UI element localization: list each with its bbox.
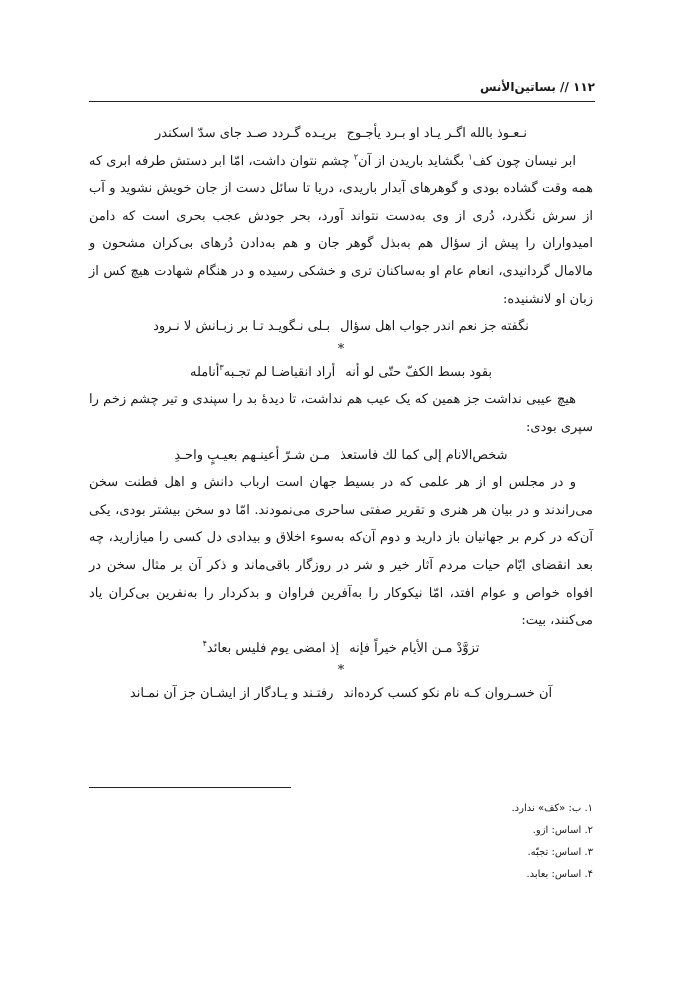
footnote-2: ۲. اساس: ازو.: [532, 825, 593, 836]
footnote-rule: [89, 787, 291, 788]
verse-6-hemistich-1: آن خسـروان کـه نام نکو کسب کرده‌اند: [343, 686, 553, 702]
verse-5: [89, 635, 593, 663]
verse-3: [89, 359, 593, 387]
verse-5-hemistich-2: إذ امضی یوم فلیس بعائد۴: [203, 635, 340, 663]
paragraph-1-part-3: چشم نتوان داشت، امّا ابر دستش طرفه ابری که همه وقت گشاده بودی و گوهرهای آبدار باریدی، دریا تا سائل دست از جان خویش نشوید و آب از سرش نگذرد، دُری از وی به‌دست نتواند آورد، بحر جودش عجب بحری است که دامن امیدواران را پیش از سؤال هم به‌بذل گوهر جان و هم به‌دادن دُرهای بی‌کران مشحون و مالامال گردانیدی، انعام عام او به‌ساکنان تری و خشکی رسیده و در هنگام شهادت هیچ کس از زبان او لانشنیده:: [89, 153, 593, 307]
verse-2-hemistich-1: نگفته جز نعم اندر جواب اهل سؤال: [340, 319, 529, 335]
footnotes: [512, 798, 594, 886]
verse-6-hemistich-2: رفتـند و یـادگار از ایشـان جز آن نمـاند: [129, 686, 334, 702]
asterisk-separator-2: *: [337, 663, 345, 679]
verse-5-hemistich-1: تزوَّدْ مـن الأیام خیراً فإنه: [349, 640, 480, 656]
verse-1-hemistich-2: بریـده گـردد صـد جای سدّ اسکندر: [155, 126, 337, 141]
verse-1: [89, 120, 593, 148]
footnote-4: ۴. اساس: بعابد.: [526, 869, 593, 880]
footnote-ref-1: ۱: [468, 152, 473, 162]
verse-4: [89, 442, 593, 470]
verse-3-hemistich-1: بقود بسط الکفّ حتّی لو أنه: [345, 364, 493, 380]
verse-4-hemistich-2: مـن شـرّ أعینـهم بعیـبٍ واحـدِ: [174, 447, 331, 463]
verse-3-hemistich-2-part-1: أراد انقباضـا لم تجـبه: [223, 364, 336, 380]
paragraph-3: و در مجلس او از هر علمی که در بسیط جهان است ارباب دانش و اهل فطنت سخن می‌راندند و در بیان هر هنری و تقریر صفتی ساحری می‌نمودند. امّا دو سخن بیشتر بودی، یکی آن‌که در کرم بر جهانیان باز دارید و دوم آن‌که به‌سوء اخلاق و بیدادی دل کسی را میازارید، چه بعد انقضای ایّام حیات مردم آثار خیر و شر در روزگار باقی‌ماند و ذکر آن بر مثال سخن در افواه خواص و عوام افتد، امّا نیکوکار را به‌آفرین فراوان و بدکردار را به‌نفرین بی‌کران یاد می‌کنند، بیت:: [89, 475, 593, 629]
verse-3-hemistich-2-part-2: أنامله: [189, 364, 220, 380]
verse-6: [89, 680, 593, 708]
verse-1-hemistich-1: نـعـوذ بالله اگـر یـاد او بـرد یأجـوج: [346, 126, 527, 141]
running-header: ۱۱۲ // بساتین‌الأنس: [479, 80, 595, 94]
paragraph-1-part-1: ابر نیسان چون کف: [472, 153, 576, 169]
verse-2-hemistich-2: بـلی نـگویـد تـا بر زبـانش لا نـرود: [153, 319, 331, 335]
footnote-3: ۳. اساس: تجبّه.: [527, 847, 593, 858]
asterisk-separator-1: *: [337, 341, 345, 357]
paragraph-2: هیچ عیبی نداشت جز همین که یک عیب هم نداشت، تا دیدهٔ بد را سپندی و تیر چشم زخم را سپری بودی:: [89, 392, 593, 435]
paragraph-1: [89, 148, 593, 314]
verse-2: [89, 313, 593, 341]
verse-4-hemistich-1: شخص‌الانام إلی کما لك فاستعذ: [340, 447, 508, 463]
verse-3-hemistich-2: أراد انقباضـا لم تجـبه۳أنامله: [190, 359, 335, 387]
page-body: [89, 120, 593, 708]
footnote-ref-2: ۲: [353, 152, 359, 162]
verse-5-hemistich-2-text: إذ امضی یوم فلیس بعائد: [206, 640, 340, 656]
header-rule: [89, 101, 595, 102]
footnote-1: ۱. ب: «کف» ندارد.: [511, 803, 593, 814]
paragraph-1-part-2: بگشاید باریدن از آن: [358, 153, 469, 169]
